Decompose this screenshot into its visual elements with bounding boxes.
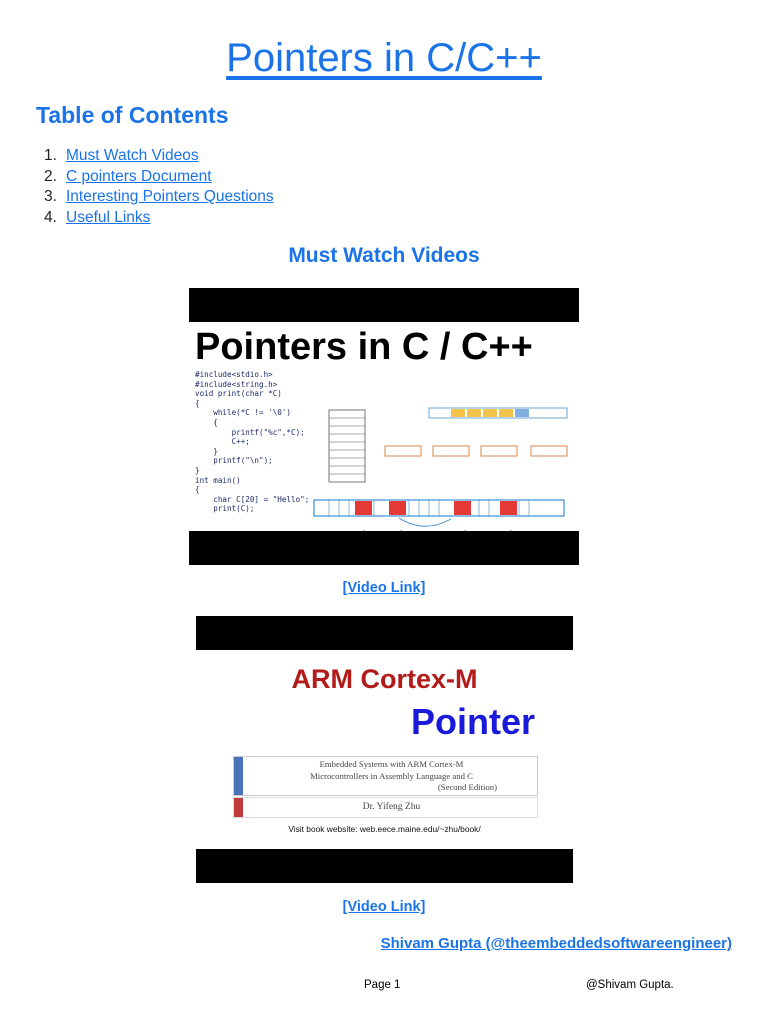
book-line-1: Embedded Systems with ARM Cortex-M (319, 759, 464, 769)
thumbnail-title: ARM Cortex-M (291, 664, 478, 694)
table-of-contents (38, 146, 274, 228)
book-website-text: Visit book website: web.eece.maine.edu/~zhu/book/ (288, 824, 481, 834)
video-link-2 (0, 899, 768, 915)
toc-link-c-pointers-document[interactable]: C pointers Document (66, 167, 212, 185)
video-link-2-anchor[interactable]: [Video Link] (342, 899, 426, 915)
footer-credit: @Shivam Gupta. (586, 979, 674, 991)
toc-link-interesting-questions[interactable]: Interesting Pointers Questions (66, 188, 274, 206)
toc-link-must-watch-videos[interactable]: Must Watch Videos (66, 147, 199, 164)
page-title: Pointers in C/C++ (226, 36, 542, 80)
video-thumbnail-arm-cortex[interactable] (196, 616, 573, 883)
accent-bar (234, 757, 243, 795)
toc-item (38, 167, 274, 188)
footer-page-number: Page 1 (364, 979, 401, 991)
toc-item (38, 187, 274, 208)
toc-item (38, 146, 274, 167)
accent-bar (234, 798, 243, 817)
video-link-1-anchor[interactable]: [Video Link] (342, 580, 426, 596)
video-link-1 (0, 580, 768, 596)
book-title-text (246, 759, 537, 794)
book-line-2: Microcontrollers in Assembly Language and C (310, 770, 473, 781)
video-thumbnail-pointers[interactable] (189, 288, 579, 565)
thumbnail-title: Pointers in C / C++ (195, 326, 533, 368)
toc-item (38, 208, 274, 229)
thumbnail-panel (196, 650, 573, 849)
toc-number: 1. (44, 147, 57, 164)
toc-link-useful-links[interactable]: Useful Links (66, 208, 151, 226)
book-author-box (233, 797, 538, 818)
thumbnail-panel (189, 322, 579, 531)
code-snippet: #include<stdio.h> #include<string.h> void print(char *C) { while(*C != '\0') { printf("%c",*C); C++; } printf("\n"); } int main() { char C[20] = "Hello"; print(C); (195, 370, 310, 514)
book-line-3: (Second Edition) (437, 782, 497, 792)
book-title-box (233, 756, 538, 796)
author-link[interactable]: Shivam Gupta (@theembeddedsoftwareengineer) (380, 935, 732, 952)
toc-number: 3. (44, 188, 57, 206)
book-author: Dr. Yifeng Zhu (362, 802, 421, 812)
thumbnail-subtitle: Pointer (410, 701, 535, 742)
toc-number: 2. (44, 167, 57, 185)
memory-diagram (189, 322, 579, 531)
toc-number: 4. (44, 208, 57, 226)
section-heading-videos: Must Watch Videos (288, 244, 480, 267)
toc-heading: Table of Contents (36, 102, 229, 128)
author-credit (381, 935, 732, 952)
